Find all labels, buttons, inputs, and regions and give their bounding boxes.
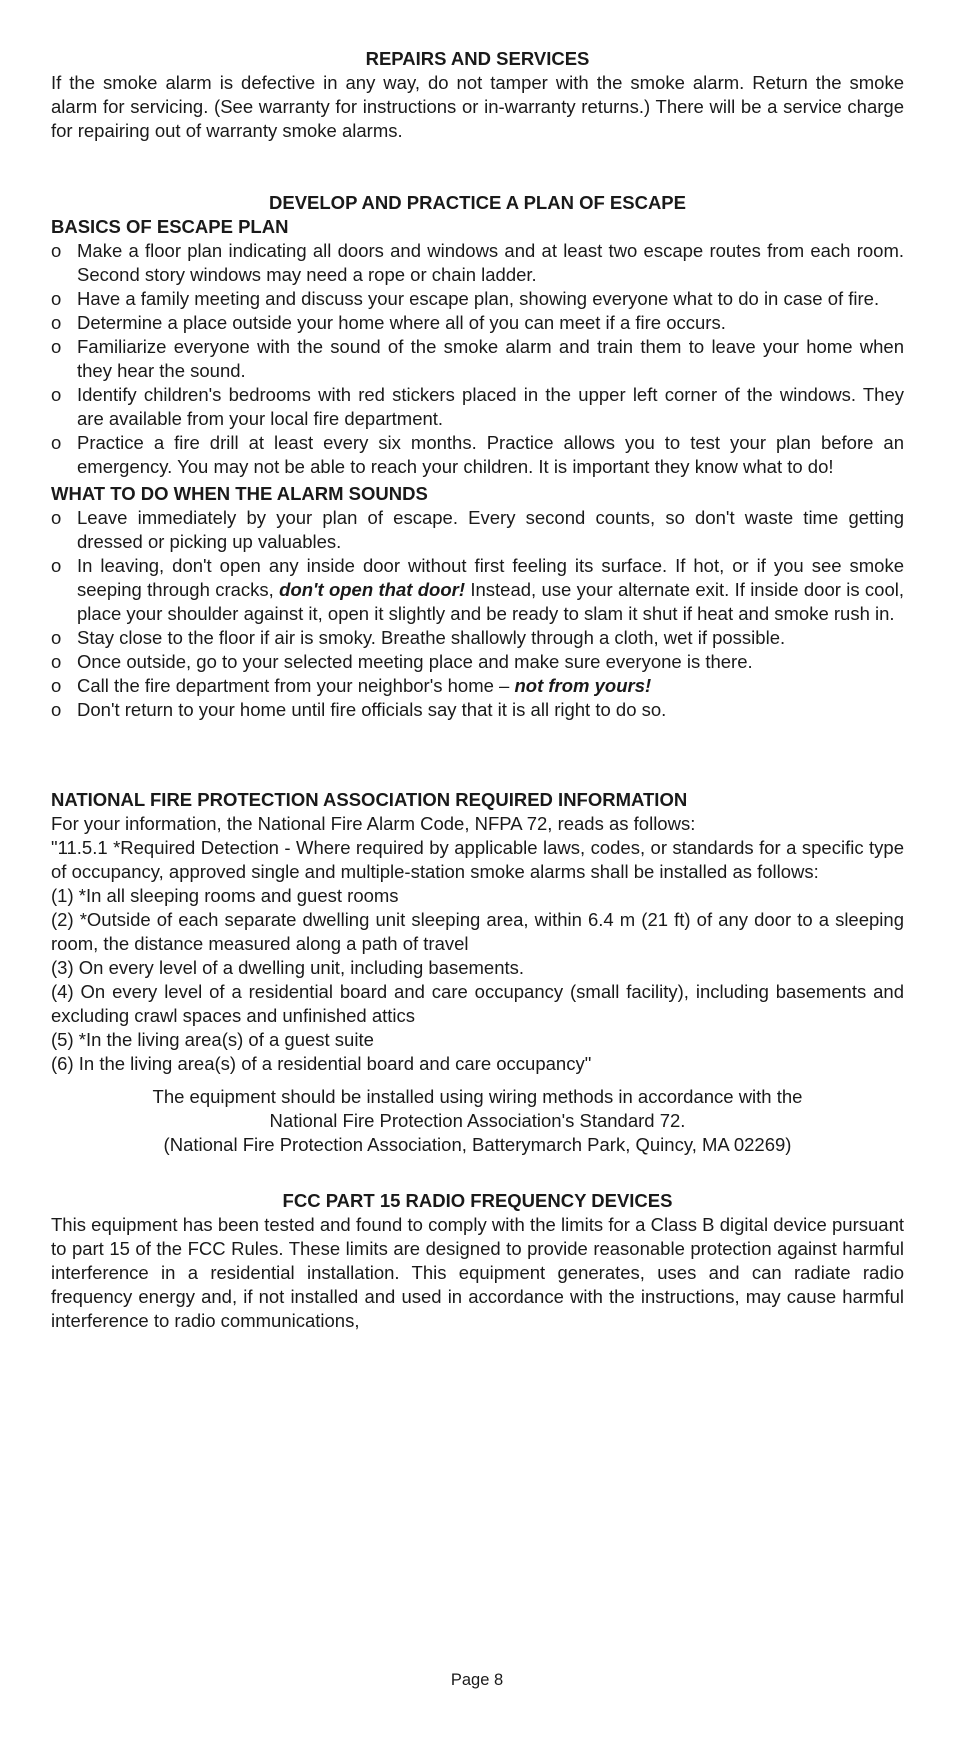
bullet-marker: o — [51, 651, 62, 672]
list-item-text: Call the fire department from your neighbor's home – — [77, 675, 515, 696]
nfpa-note-line: National Fire Protection Association's Standard 72. — [269, 1110, 686, 1131]
bullet-marker: o — [51, 627, 62, 648]
page-number: Page 8 — [450, 1671, 504, 1689]
list-item — [51, 554, 904, 626]
nfpa-item: (5) *In the living area(s) of a guest suite — [51, 1029, 374, 1050]
alarm-heading: WHAT TO DO WHEN THE ALARM SOUNDS — [51, 483, 428, 504]
bullet-marker: o — [51, 240, 62, 261]
nfpa-quote: "11.5.1 *Required Detection - Where required by applicable laws, codes, or standards for a specific type of occupancy, approved single and multiple-station smoke alarms shall be installed as follows: — [51, 837, 904, 882]
list-item — [51, 335, 904, 383]
list-item — [51, 431, 904, 479]
bullet-marker: o — [51, 675, 62, 696]
list-item — [51, 626, 904, 650]
basics-list — [51, 239, 904, 479]
emphasis-text: not from yours! — [514, 675, 652, 696]
nfpa-note-line: (National Fire Protection Association, Batterymarch Park, Quincy, MA 02269) — [163, 1134, 792, 1155]
list-item-text: Determine a place outside your home where all of you can meet if a fire occurs. — [77, 312, 726, 333]
bullet-marker: o — [51, 432, 62, 453]
nfpa-item: (1) *In all sleeping rooms and guest rooms — [51, 885, 399, 906]
nfpa-intro: For your information, the National Fire Alarm Code, NFPA 72, reads as follows: — [51, 813, 696, 834]
bullet-marker: o — [51, 336, 62, 357]
list-item-text: Have a family meeting and discuss your escape plan, showing everyone what to do in case of fire. — [77, 288, 880, 309]
emphasis-text: don't open that door! — [279, 579, 465, 600]
nfpa-item: (6) In the living area(s) of a residential board and care occupancy" — [51, 1053, 592, 1074]
nfpa-heading: NATIONAL FIRE PROTECTION ASSOCIATION REQUIRED INFORMATION — [51, 789, 688, 810]
list-item — [51, 311, 904, 335]
bullet-marker: o — [51, 312, 62, 333]
list-item — [51, 506, 904, 554]
list-item — [51, 674, 904, 698]
list-item — [51, 239, 904, 287]
nfpa-item: (3) On every level of a dwelling unit, including basements. — [51, 957, 525, 978]
list-item — [51, 698, 904, 722]
repairs-title: REPAIRS AND SERVICES — [365, 48, 590, 69]
repairs-body: If the smoke alarm is defective in any way, do not tamper with the smoke alarm. Return the smoke alarm for servicing. (See warranty for instructions or in-warranty returns.) There will be a service charge for repairing out of warranty smoke alarms. — [51, 72, 904, 141]
list-item-text: In leaving, don't open any inside door without first feeling its surface. If hot, or if you see smoke seeping through cracks, — [77, 555, 904, 600]
list-item-text: Make a floor plan indicating all doors and windows and at least two escape routes from each room. Second story windows may need a rope or chain ladder. — [77, 240, 904, 285]
nfpa-note-line: The equipment should be installed using wiring methods in accordance with the — [152, 1086, 803, 1107]
manual-page — [51, 47, 904, 1333]
escape-title: DEVELOP AND PRACTICE A PLAN OF ESCAPE — [269, 192, 686, 213]
bullet-marker: o — [51, 507, 62, 528]
list-item-text: Leave immediately by your plan of escape. Every second counts, so don't waste time getting dressed or picking up valuables. — [77, 507, 904, 552]
list-item-text: Identify children's bedrooms with red stickers placed in the upper left corner of the windows. They are available from your local fire department. — [77, 384, 904, 429]
list-item — [51, 287, 904, 311]
list-item-text: Don't return to your home until fire officials say that it is all right to do so. — [77, 699, 667, 720]
nfpa-note — [51, 1085, 904, 1157]
list-item-text: Familiarize everyone with the sound of the smoke alarm and train them to leave your home when they hear the sound. — [77, 336, 904, 381]
alarm-list — [51, 506, 904, 722]
list-item — [51, 650, 904, 674]
nfpa-item: (4) On every level of a residential board and care occupancy (small facility), including basements and excluding crawl spaces and unfinished attics — [51, 981, 904, 1026]
list-item-text: Once outside, go to your selected meeting place and make sure everyone is there. — [77, 651, 753, 672]
list-item-text: Practice a fire drill at least every six months. Practice allows you to test your plan before an emergency. You may not be able to reach your children. It is important they know what to do! — [77, 432, 904, 477]
nfpa-item: (2) *Outside of each separate dwelling unit sleeping area, within 6.4 m (21 ft) of any door to a sleeping room, the distance measured along a path of travel — [51, 909, 904, 954]
bullet-marker: o — [51, 384, 62, 405]
fcc-body: This equipment has been tested and found to comply with the limits for a Class B digital device pursuant to part 15 of the FCC Rules. These limits are designed to provide reasonable protection against harmful interference in a residential installation. This equipment generates, uses and can radiate radio frequency energy and, if not installed and used in accordance with the instructions, may cause harmful interference to radio communications, — [51, 1214, 904, 1331]
bullet-marker: o — [51, 555, 62, 576]
bullet-marker: o — [51, 288, 62, 309]
basics-heading: BASICS OF ESCAPE PLAN — [51, 216, 289, 237]
list-item-text: Instead, use your alternate exit. If inside door is cool, place your shoulder against it, open it slightly and be ready to slam it shut if heat and smoke rush in. — [77, 579, 905, 624]
list-item-text: Stay close to the floor if air is smoky. Breathe shallowly through a cloth, wet if possible. — [77, 627, 786, 648]
bullet-marker: o — [51, 699, 62, 720]
fcc-title: FCC PART 15 RADIO FREQUENCY DEVICES — [282, 1190, 673, 1211]
list-item — [51, 383, 904, 431]
